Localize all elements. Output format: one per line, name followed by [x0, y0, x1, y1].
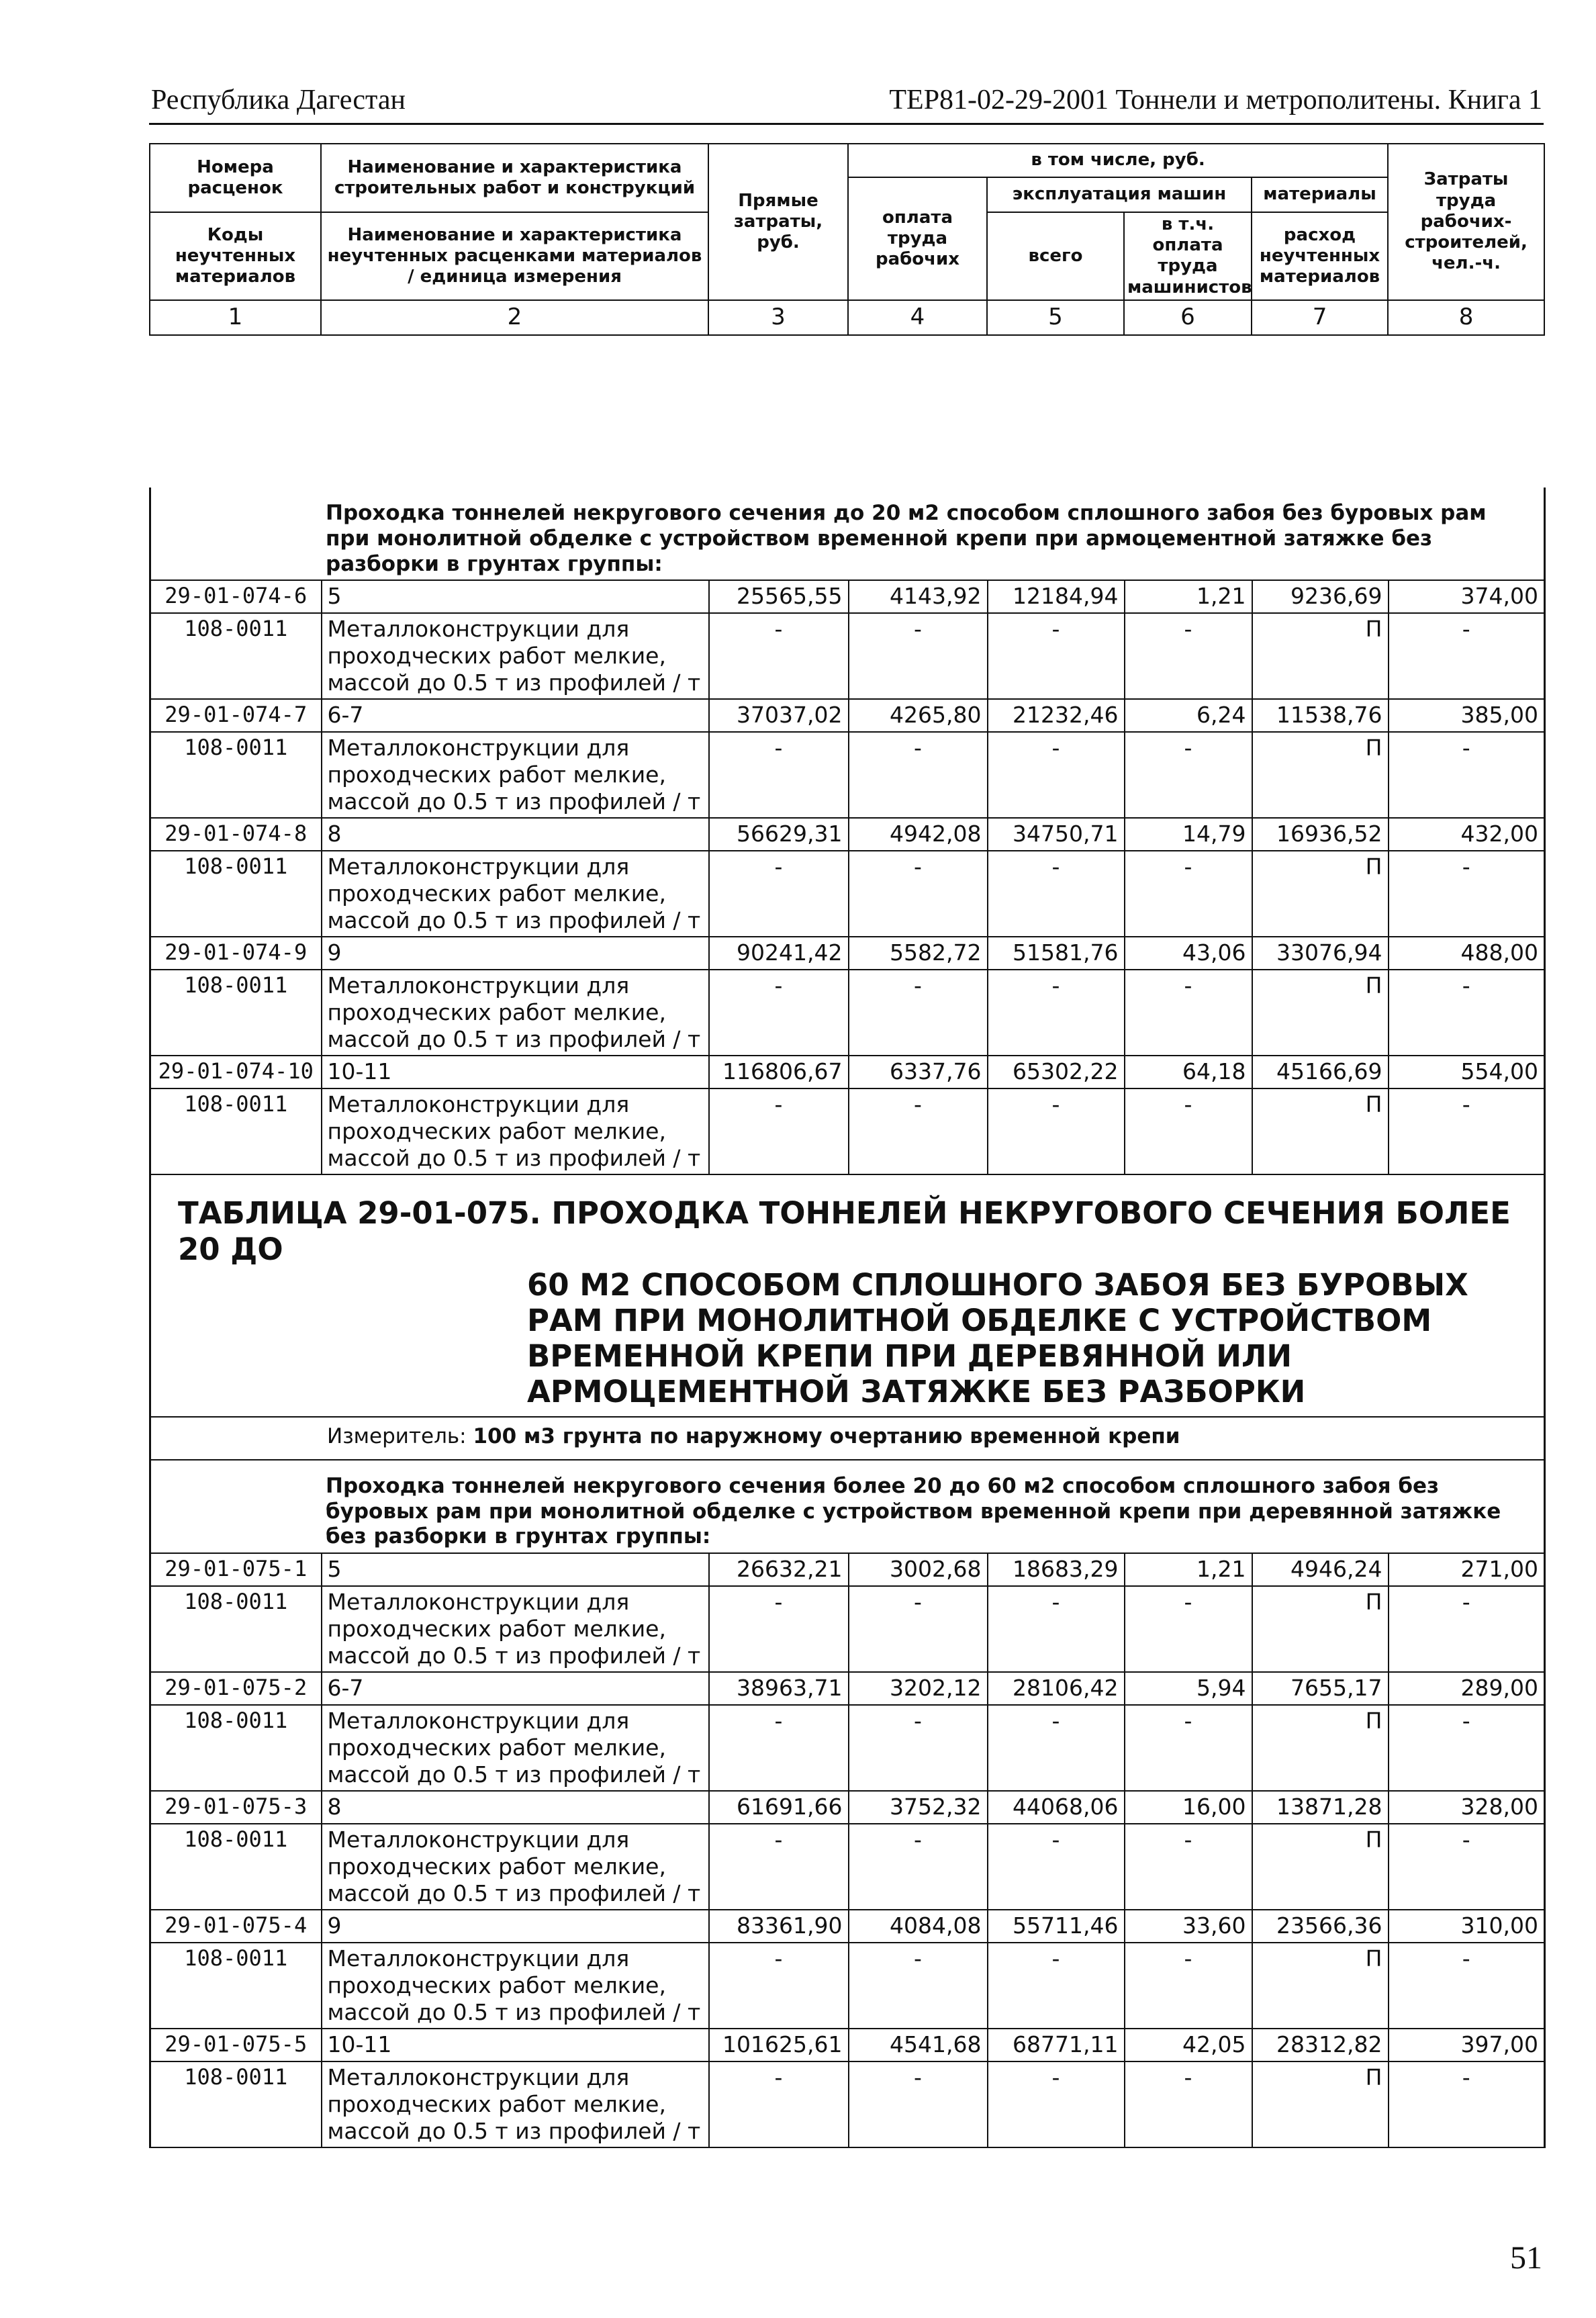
material-code: 108-0011 — [150, 1943, 322, 2029]
header-col8: Затраты труда рабочих-строителей, чел.-ч. — [1388, 144, 1544, 300]
header-rule — [149, 123, 1544, 125]
labor-pay: 6337,76 — [849, 1056, 988, 1088]
material-labor: - — [849, 970, 988, 1056]
materials-cost: 16936,52 — [1252, 818, 1389, 850]
section-074 — [150, 488, 1545, 1174]
material-row — [150, 1705, 1545, 1792]
rate-ground-group: 10-11 — [322, 2029, 709, 2061]
material-row — [150, 613, 1545, 700]
table-075-measure — [150, 1417, 1545, 1460]
header-number: 3 — [708, 300, 848, 335]
labor-hours: 385,00 — [1389, 699, 1545, 731]
rate-ground-group: 5 — [322, 1553, 709, 1585]
labor-pay: 5582,72 — [849, 937, 988, 969]
materials-cost: 4946,24 — [1252, 1553, 1389, 1585]
material-direct: - — [709, 1705, 849, 1792]
material-row — [150, 2061, 1545, 2148]
material-machines: - — [988, 970, 1125, 1056]
materials-cost: 28312,82 — [1252, 2029, 1389, 2061]
direct-cost: 83361,90 — [709, 1910, 849, 1942]
measure-value: 100 м3 грунта по наружному очертанию временной крепи — [473, 1424, 1180, 1448]
rate-row — [150, 699, 1545, 731]
materials-cost: 7655,17 — [1252, 1672, 1389, 1704]
material-hours: - — [1389, 1705, 1545, 1792]
labor-hours: 488,00 — [1389, 937, 1545, 969]
machinist-pay: 14,79 — [1125, 818, 1252, 850]
rate-ground-group: 6-7 — [322, 1672, 709, 1704]
rate-ground-group: 5 — [322, 580, 709, 612]
material-consumption: П — [1252, 732, 1389, 819]
material-machinist: - — [1125, 613, 1252, 700]
material-consumption: П — [1252, 1586, 1389, 1673]
labor-pay: 4084,08 — [849, 1910, 988, 1942]
direct-cost: 37037,02 — [709, 699, 849, 731]
rate-ground-group: 6-7 — [322, 699, 709, 731]
material-row — [150, 1088, 1545, 1175]
material-labor: - — [849, 613, 988, 700]
material-hours: - — [1389, 851, 1545, 937]
rate-row — [150, 937, 1545, 969]
section-title-074: Проходка тоннелей некругового сечения до 20 м2 способом сплошного забоя без буровых рам при монолитной обделке с устройством временной крепи при армоцементной затяжке без разборки в грунтах группы: — [150, 488, 1545, 580]
material-name: Металлоконструкции для проходческих работ мелкие, массой до 0.5 т из профилей / т — [322, 613, 709, 700]
header-col2-bottom: Наименование и характеристика неучтенных расценками материалов / единица измерения — [321, 212, 708, 300]
material-machines: - — [988, 1088, 1125, 1175]
header-col6: в т.ч. оплата труда машинистов — [1124, 212, 1252, 300]
header-col3: Прямые затраты, руб. — [708, 144, 848, 300]
rate-ground-group: 10-11 — [322, 1056, 709, 1088]
material-direct: - — [709, 2061, 849, 2148]
rate-code: 29-01-074-10 — [150, 1056, 322, 1088]
measure-label: Измеритель: — [327, 1424, 467, 1448]
header-number: 5 — [987, 300, 1124, 335]
material-labor: - — [849, 1943, 988, 2029]
header-number: 6 — [1124, 300, 1252, 335]
labor-pay: 4265,80 — [849, 699, 988, 731]
material-name: Металлоконструкции для проходческих работ мелкие, массой до 0.5 т из профилей / т — [322, 1586, 709, 1673]
rate-row — [150, 1910, 1545, 1942]
material-direct: - — [709, 1586, 849, 1673]
material-name: Металлоконструкции для проходческих работ мелкие, массой до 0.5 т из профилей / т — [322, 851, 709, 937]
header-col7: расход неучтенных материалов — [1252, 212, 1388, 300]
direct-cost: 56629,31 — [709, 818, 849, 850]
material-labor: - — [849, 1586, 988, 1673]
machines-total: 65302,22 — [988, 1056, 1125, 1088]
material-machines: - — [988, 1943, 1125, 2029]
material-consumption: П — [1252, 1088, 1389, 1175]
material-name: Металлоконструкции для проходческих работ мелкие, массой до 0.5 т из профилей / т — [322, 1943, 709, 2029]
machines-total: 21232,46 — [988, 699, 1125, 731]
labor-hours: 432,00 — [1389, 818, 1545, 850]
machines-total: 44068,06 — [988, 1791, 1125, 1823]
materials-cost: 13871,28 — [1252, 1791, 1389, 1823]
labor-hours: 554,00 — [1389, 1056, 1545, 1088]
material-consumption: П — [1252, 1705, 1389, 1792]
materials-cost: 33076,94 — [1252, 937, 1389, 969]
material-hours: - — [1389, 1943, 1545, 2029]
direct-cost: 90241,42 — [709, 937, 849, 969]
labor-hours: 289,00 — [1389, 1672, 1545, 1704]
material-code: 108-0011 — [150, 1586, 322, 1673]
labor-pay: 3202,12 — [849, 1672, 988, 1704]
machines-total: 18683,29 — [988, 1553, 1125, 1585]
materials-cost: 23566,36 — [1252, 1910, 1389, 1942]
table-075-heading — [150, 1174, 1545, 1459]
rate-ground-group: 9 — [322, 937, 709, 969]
machinist-pay: 33,60 — [1125, 1910, 1252, 1942]
header-col5: всего — [987, 212, 1124, 300]
direct-cost: 101625,61 — [709, 2029, 849, 2061]
direct-cost: 26632,21 — [709, 1553, 849, 1585]
rate-code: 29-01-075-2 — [150, 1672, 322, 1704]
material-name: Металлоконструкции для проходческих работ мелкие, массой до 0.5 т из профилей / т — [322, 970, 709, 1056]
material-code: 108-0011 — [150, 2061, 322, 2148]
rate-row — [150, 1672, 1545, 1704]
header-document-title: ТЕР81-02-29-2001 Тоннели и метрополитены. Книга 1 — [889, 85, 1542, 115]
section-title-075: Проходка тоннелей некругового сечения более 20 до 60 м2 способом сплошного забоя без буровых рам при монолитной обделке с устройством временной крепи при деревянной затяжке без разборки в грунтах группы: — [150, 1460, 1545, 1553]
machinist-pay: 1,21 — [1125, 580, 1252, 612]
material-consumption: П — [1252, 613, 1389, 700]
column-header-table — [149, 143, 1545, 336]
header-region: Республика Дагестан — [151, 85, 406, 115]
materials-cost: 9236,69 — [1252, 580, 1389, 612]
material-row — [150, 1943, 1545, 2029]
machines-total: 51581,76 — [988, 937, 1125, 969]
material-machinist: - — [1125, 970, 1252, 1056]
rate-row — [150, 1553, 1545, 1585]
rate-code: 29-01-075-5 — [150, 2029, 322, 2061]
material-name: Металлоконструкции для проходческих работ мелкие, массой до 0.5 т из профилей / т — [322, 2061, 709, 2148]
material-machines: - — [988, 1824, 1125, 1910]
material-code: 108-0011 — [150, 1824, 322, 1910]
table-075-title — [150, 1174, 1545, 1417]
header-number: 4 — [848, 300, 987, 335]
material-machinist: - — [1125, 2061, 1252, 2148]
material-name: Металлоконструкции для проходческих работ мелкие, массой до 0.5 т из профилей / т — [322, 1705, 709, 1792]
machines-total: 12184,94 — [988, 580, 1125, 612]
machinist-pay: 64,18 — [1125, 1056, 1252, 1088]
material-code: 108-0011 — [150, 1705, 322, 1792]
machines-total: 68771,11 — [988, 2029, 1125, 2061]
material-code: 108-0011 — [150, 732, 322, 819]
rate-code: 29-01-074-8 — [150, 818, 322, 850]
material-hours: - — [1389, 2061, 1545, 2148]
labor-hours: 328,00 — [1389, 1791, 1545, 1823]
material-machines: - — [988, 1705, 1125, 1792]
rate-row — [150, 1791, 1545, 1823]
material-direct: - — [709, 1088, 849, 1175]
labor-hours: 310,00 — [1389, 1910, 1545, 1942]
material-machines: - — [988, 732, 1125, 819]
material-labor: - — [849, 851, 988, 937]
direct-cost: 38963,71 — [709, 1672, 849, 1704]
rate-ground-group: 9 — [322, 1910, 709, 1942]
labor-pay: 4942,08 — [849, 818, 988, 850]
direct-cost: 25565,55 — [709, 580, 849, 612]
page-number: 51 — [1510, 2240, 1542, 2276]
table-075-title-rest: 60 М2 СПОСОБОМ СПЛОШНОГО ЗАБОЯ БЕЗ БУРОВЫХ РАМ ПРИ МОНОЛИТНОЙ ОБДЕЛКЕ С УСТРОЙСТВОМ ВРЕМЕННОЙ КРЕПИ ПРИ ДЕРЕВЯННОЙ ИЛИ АРМОЦЕМЕНТНОЙ ЗАТЯЖКЕ БЕЗ РАЗБОРКИ — [527, 1266, 1468, 1409]
rate-row — [150, 2029, 1545, 2061]
material-row — [150, 1824, 1545, 1910]
material-direct: - — [709, 732, 849, 819]
header-col1-bottom: Коды неучтенных материалов — [150, 212, 321, 300]
rate-code: 29-01-074-7 — [150, 699, 322, 731]
material-machinist: - — [1125, 851, 1252, 937]
material-row — [150, 732, 1545, 819]
rate-row — [150, 818, 1545, 850]
header-col1-top: Номера расценок — [150, 144, 321, 212]
material-labor: - — [849, 2061, 988, 2148]
material-hours: - — [1389, 970, 1545, 1056]
material-code: 108-0011 — [150, 851, 322, 937]
header-machines: эксплуатация машин — [987, 177, 1252, 212]
material-labor: - — [849, 732, 988, 819]
rate-row — [150, 1056, 1545, 1088]
header-materials: материалы — [1252, 177, 1388, 212]
material-consumption: П — [1252, 970, 1389, 1056]
header-number: 1 — [150, 300, 321, 335]
material-labor: - — [849, 1705, 988, 1792]
rate-ground-group: 8 — [322, 818, 709, 850]
material-code: 108-0011 — [150, 1088, 322, 1175]
machines-total: 28106,42 — [988, 1672, 1125, 1704]
material-machines: - — [988, 851, 1125, 937]
material-direct: - — [709, 1824, 849, 1910]
material-hours: - — [1389, 1824, 1545, 1910]
material-consumption: П — [1252, 1824, 1389, 1910]
machinist-pay: 42,05 — [1125, 2029, 1252, 2061]
rate-code: 29-01-074-9 — [150, 937, 322, 969]
material-machinist: - — [1125, 732, 1252, 819]
rate-ground-group: 8 — [322, 1791, 709, 1823]
direct-cost: 116806,67 — [709, 1056, 849, 1088]
material-labor: - — [849, 1088, 988, 1175]
table-075-title-line1: ТАБЛИЦА 29-01-075. ПРОХОДКА ТОННЕЛЕЙ НЕКРУГОВОГО СЕЧЕНИЯ БОЛЕЕ 20 ДО — [178, 1195, 1511, 1267]
material-hours: - — [1389, 1088, 1545, 1175]
header-number: 2 — [321, 300, 708, 335]
rate-code: 29-01-075-3 — [150, 1791, 322, 1823]
header-number: 8 — [1388, 300, 1544, 335]
labor-pay: 4541,68 — [849, 2029, 988, 2061]
header-incl: в том числе, руб. — [848, 144, 1388, 177]
rate-row — [150, 580, 1545, 612]
material-direct: - — [709, 851, 849, 937]
labor-pay: 3002,68 — [849, 1553, 988, 1585]
material-row — [150, 970, 1545, 1056]
machinist-pay: 1,21 — [1125, 1553, 1252, 1585]
machines-total: 55711,46 — [988, 1910, 1125, 1942]
material-machines: - — [988, 1586, 1125, 1673]
material-row — [150, 1586, 1545, 1673]
material-row — [150, 851, 1545, 937]
machines-total: 34750,71 — [988, 818, 1125, 850]
header-col2-top: Наименование и характеристика строительных работ и конструкций — [321, 144, 708, 212]
labor-pay: 4143,92 — [849, 580, 988, 612]
machinist-pay: 5,94 — [1125, 1672, 1252, 1704]
labor-pay: 3752,32 — [849, 1791, 988, 1823]
labor-hours: 374,00 — [1389, 580, 1545, 612]
material-code: 108-0011 — [150, 613, 322, 700]
rate-code: 29-01-075-1 — [150, 1553, 322, 1585]
material-name: Металлоконструкции для проходческих работ мелкие, массой до 0.5 т из профилей / т — [322, 732, 709, 819]
direct-cost: 61691,66 — [709, 1791, 849, 1823]
material-machinist: - — [1125, 1586, 1252, 1673]
material-direct: - — [709, 1943, 849, 2029]
material-code: 108-0011 — [150, 970, 322, 1056]
material-direct: - — [709, 970, 849, 1056]
material-hours: - — [1389, 732, 1545, 819]
section-075 — [150, 1460, 1545, 2147]
material-machinist: - — [1125, 1943, 1252, 2029]
labor-hours: 271,00 — [1389, 1553, 1545, 1585]
header-col4: оплата труда рабочих — [848, 177, 987, 300]
material-machinist: - — [1125, 1705, 1252, 1792]
material-hours: - — [1389, 1586, 1545, 1673]
rates-table — [149, 488, 1546, 2148]
material-machines: - — [988, 2061, 1125, 2148]
material-name: Металлоконструкции для проходческих работ мелкие, массой до 0.5 т из профилей / т — [322, 1824, 709, 1910]
material-machinist: - — [1125, 1088, 1252, 1175]
machinist-pay: 43,06 — [1125, 937, 1252, 969]
material-labor: - — [849, 1824, 988, 1910]
materials-cost: 45166,69 — [1252, 1056, 1389, 1088]
header-number: 7 — [1252, 300, 1388, 335]
rate-code: 29-01-075-4 — [150, 1910, 322, 1942]
material-hours: - — [1389, 613, 1545, 700]
materials-cost: 11538,76 — [1252, 699, 1389, 731]
material-name: Металлоконструкции для проходческих работ мелкие, массой до 0.5 т из профилей / т — [322, 1088, 709, 1175]
material-consumption: П — [1252, 1943, 1389, 2029]
material-machinist: - — [1125, 1824, 1252, 1910]
machinist-pay: 16,00 — [1125, 1791, 1252, 1823]
material-consumption: П — [1252, 2061, 1389, 2148]
rate-code: 29-01-074-6 — [150, 580, 322, 612]
material-consumption: П — [1252, 851, 1389, 937]
material-machines: - — [988, 613, 1125, 700]
material-direct: - — [709, 613, 849, 700]
labor-hours: 397,00 — [1389, 2029, 1545, 2061]
machinist-pay: 6,24 — [1125, 699, 1252, 731]
